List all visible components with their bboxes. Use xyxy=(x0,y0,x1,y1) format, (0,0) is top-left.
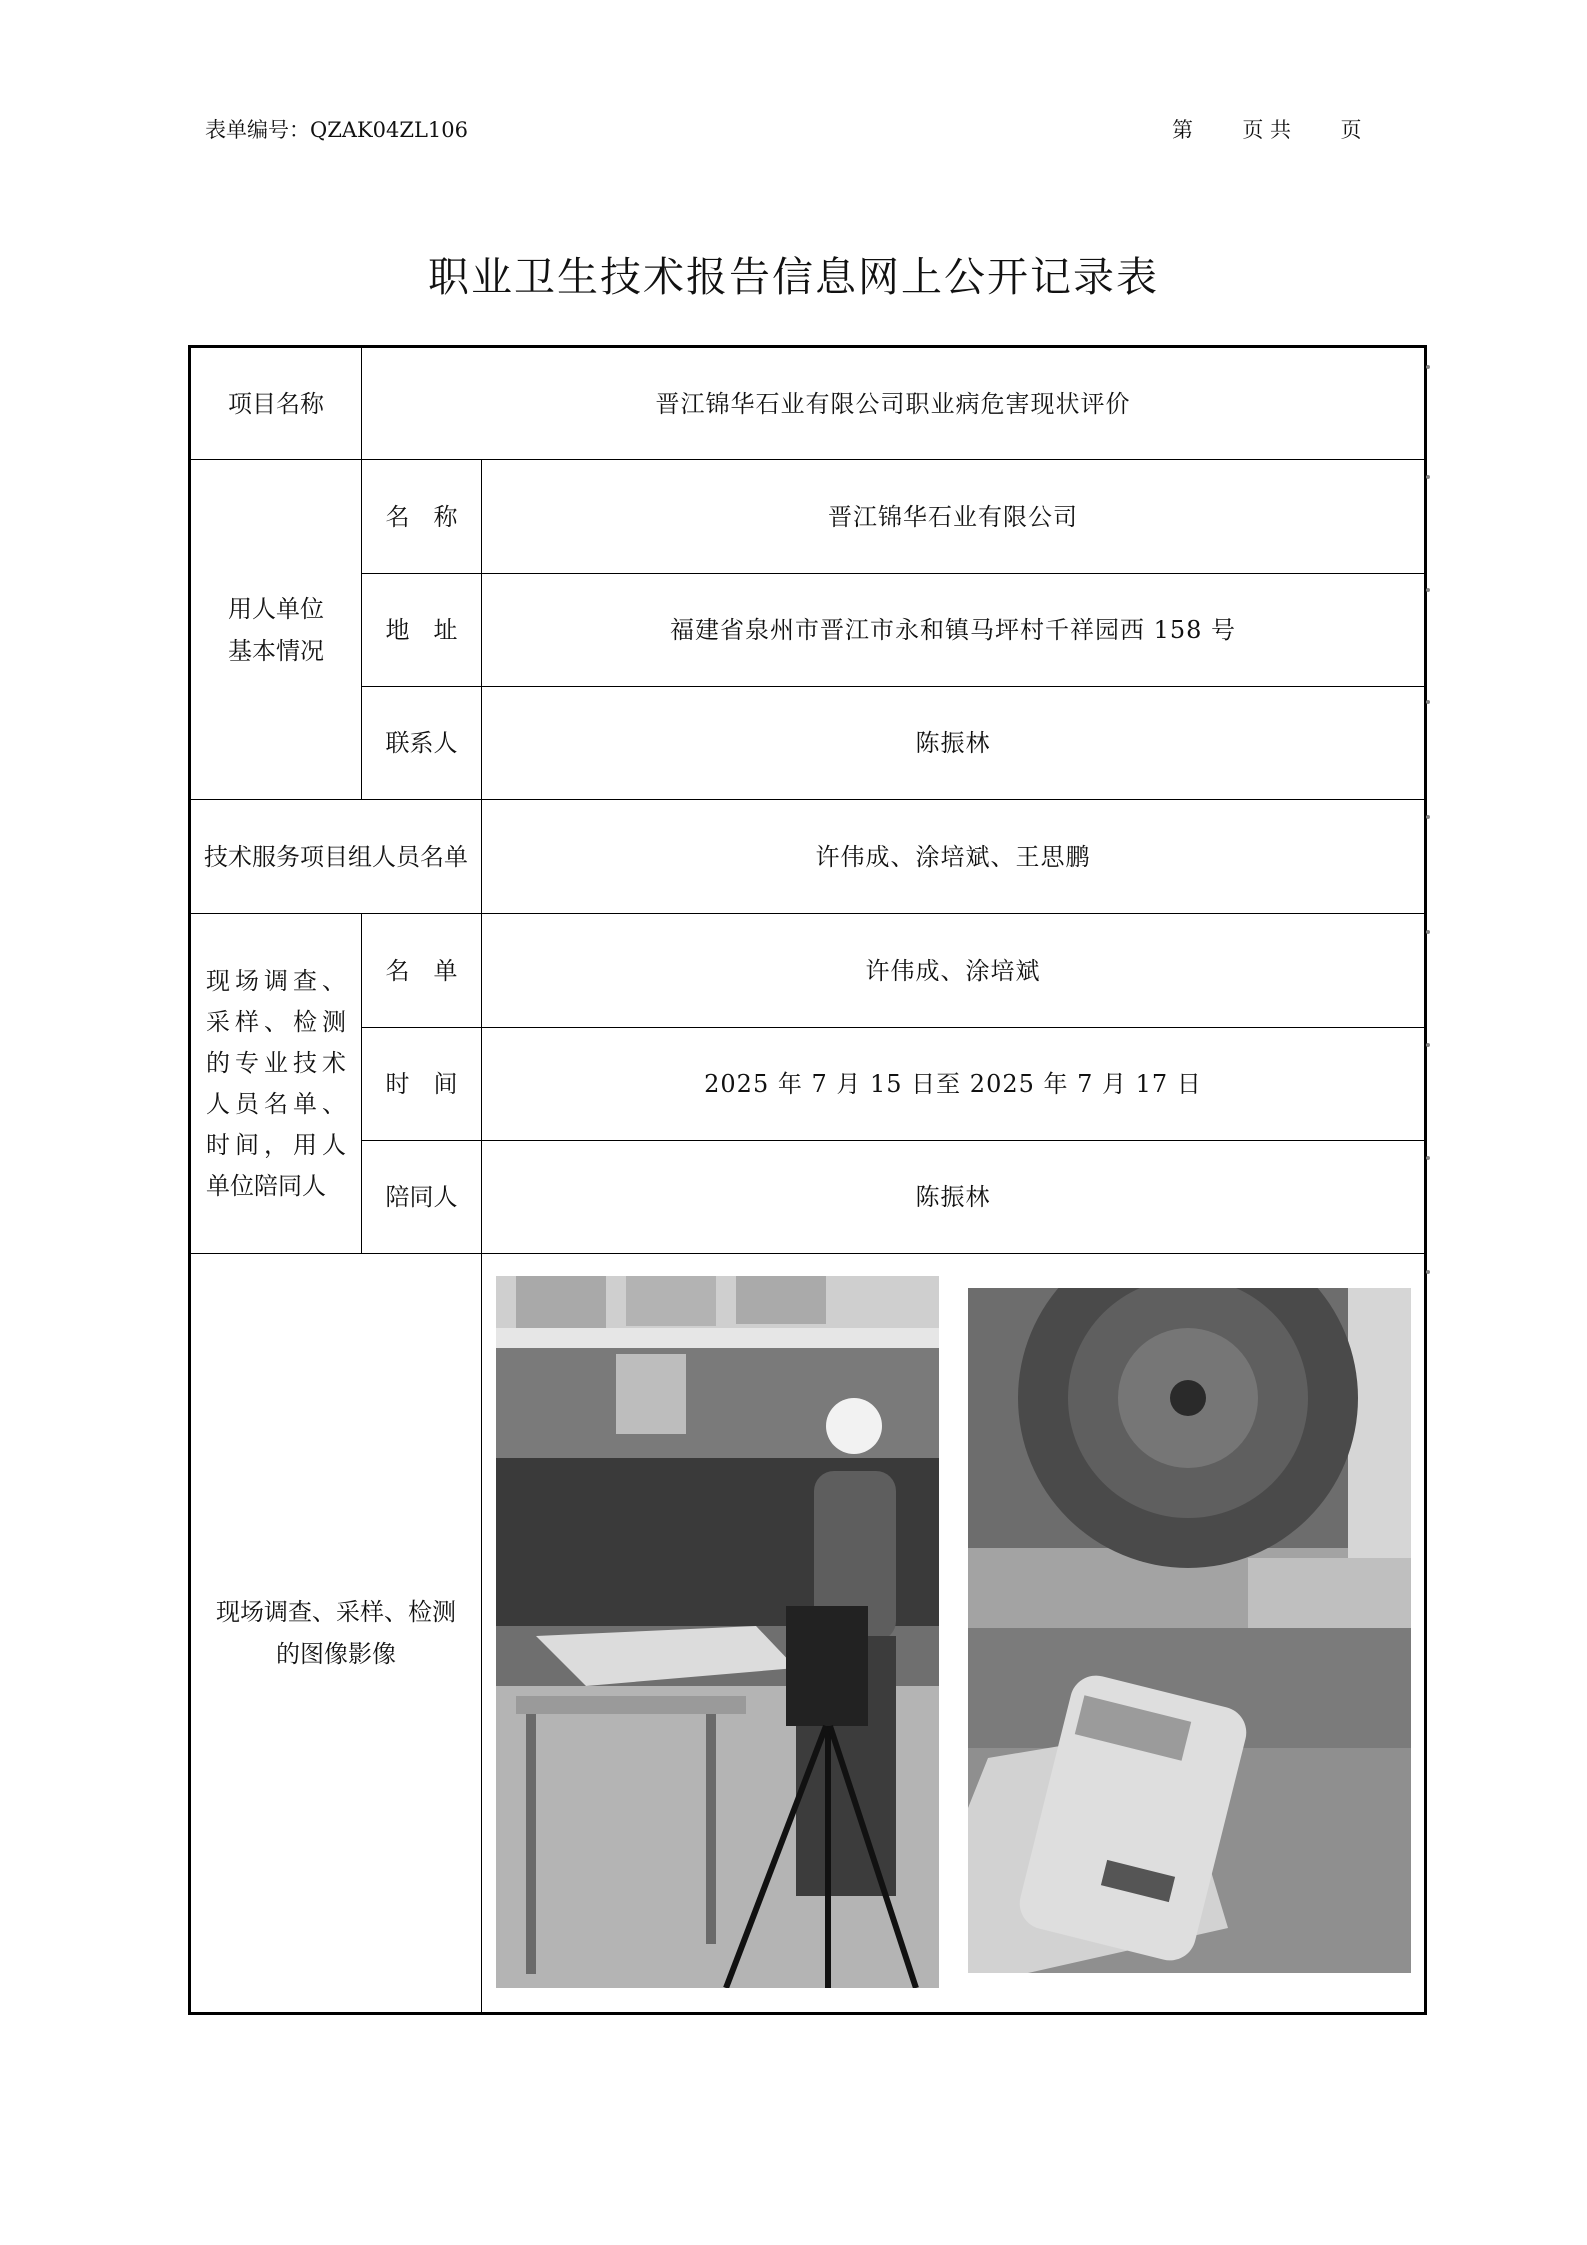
margin-mark xyxy=(1426,930,1430,934)
employer-contact-row xyxy=(190,687,1426,800)
project-name-label: 项目名称 xyxy=(190,347,362,460)
employer-name-row xyxy=(190,460,1426,574)
employer-name-label: 名 称 xyxy=(362,460,482,574)
margin-mark xyxy=(1426,1156,1430,1160)
employer-contact-value: 陈振林 xyxy=(482,687,1426,800)
images-cell xyxy=(482,1254,1426,2014)
onsite-escort-label: 陪同人 xyxy=(362,1141,482,1254)
page-label-last: 页 xyxy=(1340,118,1362,142)
page-label-first: 第 xyxy=(1172,118,1193,142)
margin-mark xyxy=(1426,700,1430,704)
onsite-names-label: 名 单 xyxy=(362,914,482,1028)
images-label-text: 现场调查、采样、检测的图像影像 xyxy=(216,1598,456,1668)
margin-mark xyxy=(1426,365,1430,369)
record-table xyxy=(188,345,1427,2015)
onsite-time-label: 时 间 xyxy=(362,1028,482,1141)
employer-address-value: 福建省泉州市晋江市永和镇马坪村千祥园西 158 号 xyxy=(482,574,1426,687)
team-label-text: 技术服务项目组人员名单 xyxy=(204,842,468,871)
project-name-value: 晋江锦华石业有限公司职业病危害现状评价 xyxy=(362,347,1426,460)
photo-2-graphic xyxy=(968,1288,1411,1973)
margin-mark xyxy=(1426,815,1430,819)
images-label xyxy=(190,1254,482,2014)
team-row xyxy=(190,800,1426,914)
form-number: 表单编号：QZAK04ZL106 xyxy=(205,118,469,142)
worker-grinding-stone-with-sampler-photo xyxy=(496,1276,939,1988)
document-title: 职业卫生技术报告信息网上公开记录表 xyxy=(428,253,1159,301)
images-row xyxy=(190,1254,1426,2014)
right-margin-marks xyxy=(1426,360,1432,2060)
team-value: 许伟成、涂培斌、王思鹏 xyxy=(482,800,1426,914)
page-indicator xyxy=(1172,114,1361,144)
margin-mark xyxy=(1426,475,1430,479)
onsite-time-row xyxy=(190,1028,1426,1141)
noise-meter-at-saw-photo xyxy=(968,1288,1411,1973)
page-label-middle: 页 共 xyxy=(1242,118,1292,142)
onsite-escort-value: 陈振林 xyxy=(482,1141,1426,1254)
employer-address-label: 地 址 xyxy=(362,574,482,687)
margin-mark xyxy=(1426,588,1430,592)
onsite-time-value: 2025 年 7 月 15 日至 2025 年 7 月 17 日 xyxy=(482,1028,1426,1141)
employer-label-text: 用人单位基本情况 xyxy=(228,594,324,665)
photo-1-graphic xyxy=(496,1276,939,1988)
onsite-label xyxy=(190,914,362,1254)
margin-mark xyxy=(1426,1043,1430,1047)
onsite-label-text: 现场调查、采样、检测的专业技术人员名单、时间，用人单位陪同人 xyxy=(206,966,346,1200)
project-name-row xyxy=(190,347,1426,460)
employer-address-row xyxy=(190,574,1426,687)
team-label xyxy=(190,800,482,914)
onsite-escort-row xyxy=(190,1141,1426,1254)
onsite-names-row xyxy=(190,914,1426,1028)
employer-contact-label: 联系人 xyxy=(362,687,482,800)
onsite-names-value: 许伟成、涂培斌 xyxy=(482,914,1426,1028)
margin-mark xyxy=(1426,1270,1430,1274)
employer-name-value: 晋江锦华石业有限公司 xyxy=(482,460,1426,574)
employer-label xyxy=(190,460,362,800)
